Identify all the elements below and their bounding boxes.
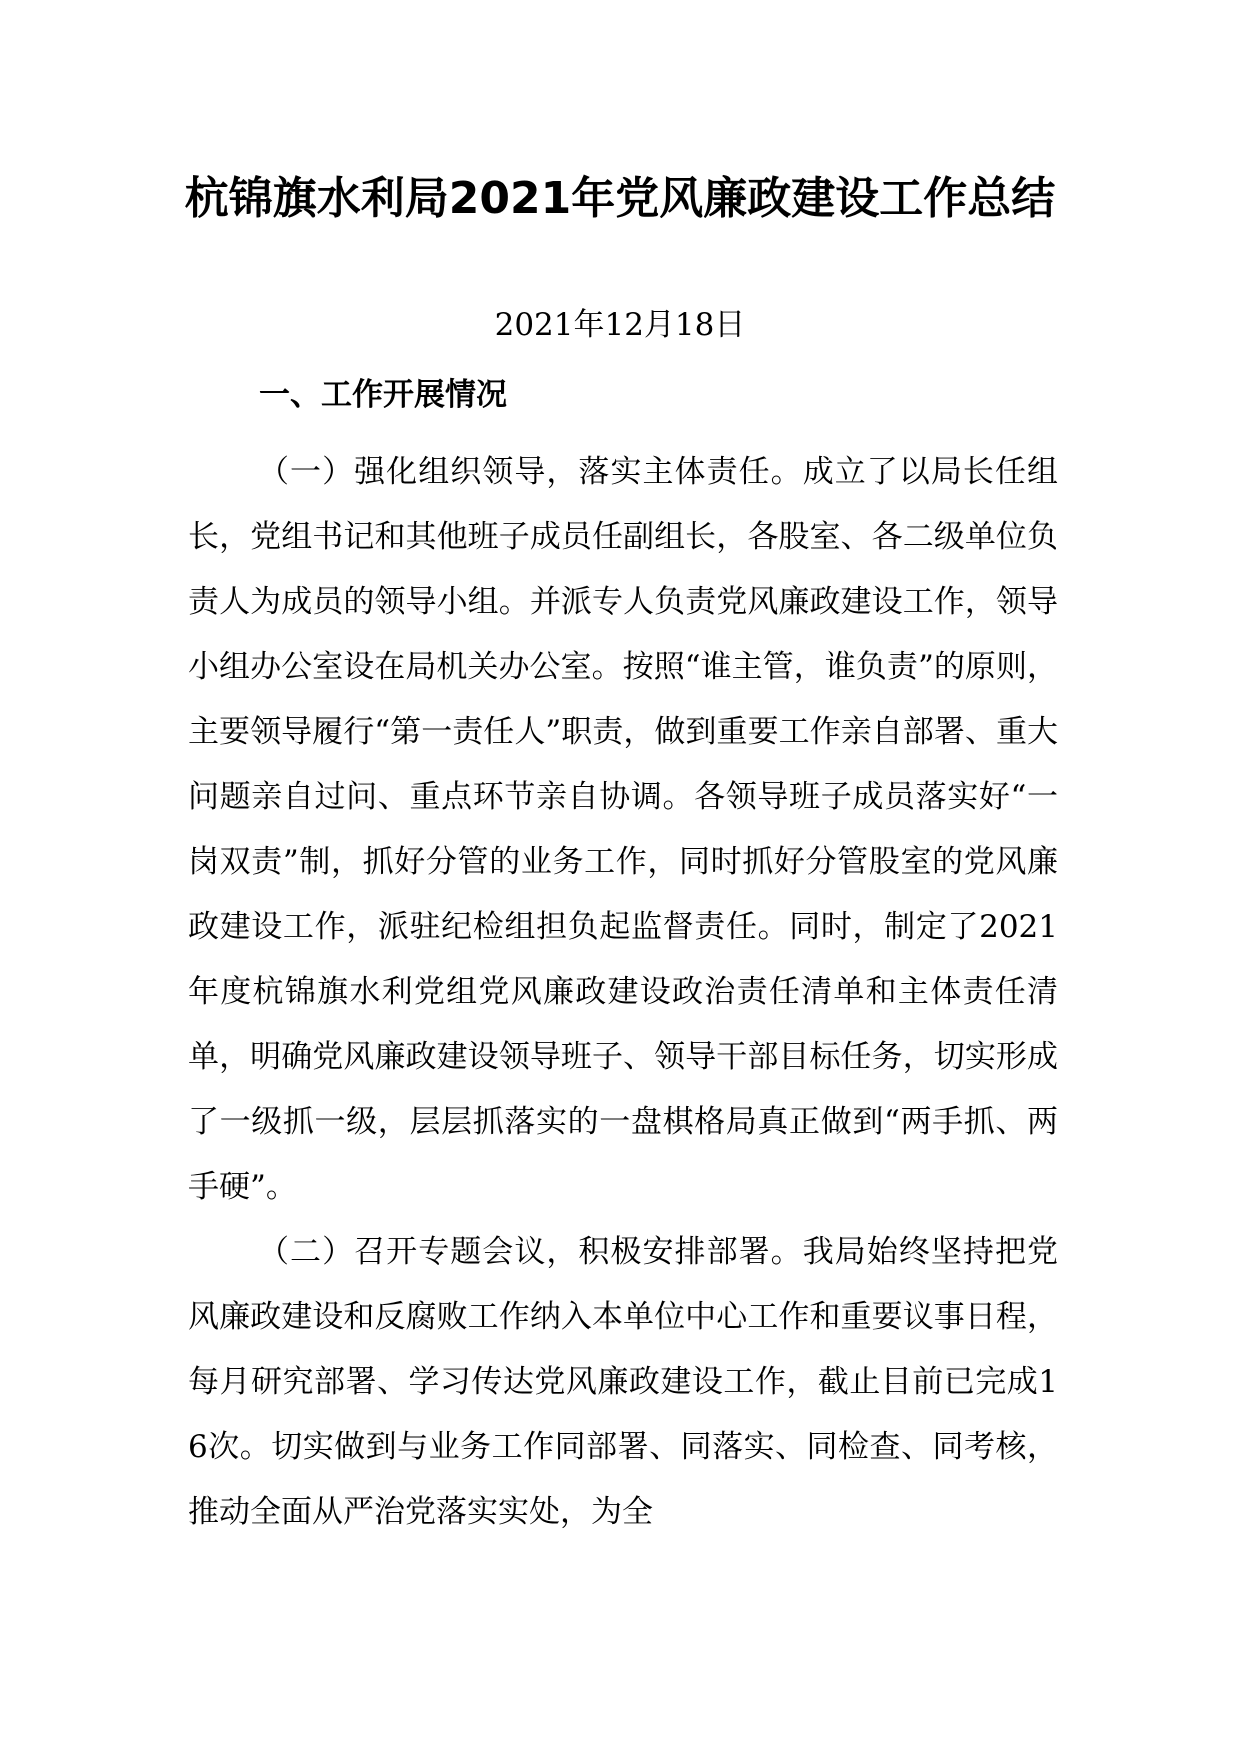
paragraph-2: （二）召开专题会议，积极安排部署。我局始终坚持把党风廉政建设和反腐败工作纳入本单位中心工作和重要议事日程，每月研究部署、学习传达党风廉政建设工作，截止目前已完成16次。切实做到与业务工作同部署、同落实、同检查、同考核，推动全面从严治党落实实处，为全	[188, 1234, 1058, 1530]
document-date: 2021年12月18日	[494, 307, 746, 343]
paragraph-1: （一）强化组织领导，落实主体责任。成立了以局长任组长，党组书记和其他班子成员任副组长，各股室、各二级单位负责人为成员的领导小组。并派专人负责党风廉政建设工作，领导小组办公室设在局机关办公室。按照“谁主管，谁负责”的原则，主要领导履行“第一责任人”职责，做到重要工作亲自部署、重大问题亲自过问、重点环节亲自协调。各领导班子成员落实好“一岗双责”制，抓好分管的业务工作，同时抓好分管股室的党风廉政建设工作，派驻纪检组担负起监督责任。同时，制定了2021年度杭锦旗水利党组党风廉政建设政治责任清单和主体责任清单，明确党风廉政建设领导班子、领导干部目标任务，切实形成了一级抓一级，层层抓落实的一盘棋格局真正做到“两手抓、两手硬”。	[188, 454, 1058, 1205]
section-heading: 一、工作开展情况	[259, 377, 507, 413]
body-text	[188, 440, 1058, 1545]
document-title: 杭锦旗水利局2021年党风廉政建设工作总结	[184, 173, 1056, 224]
